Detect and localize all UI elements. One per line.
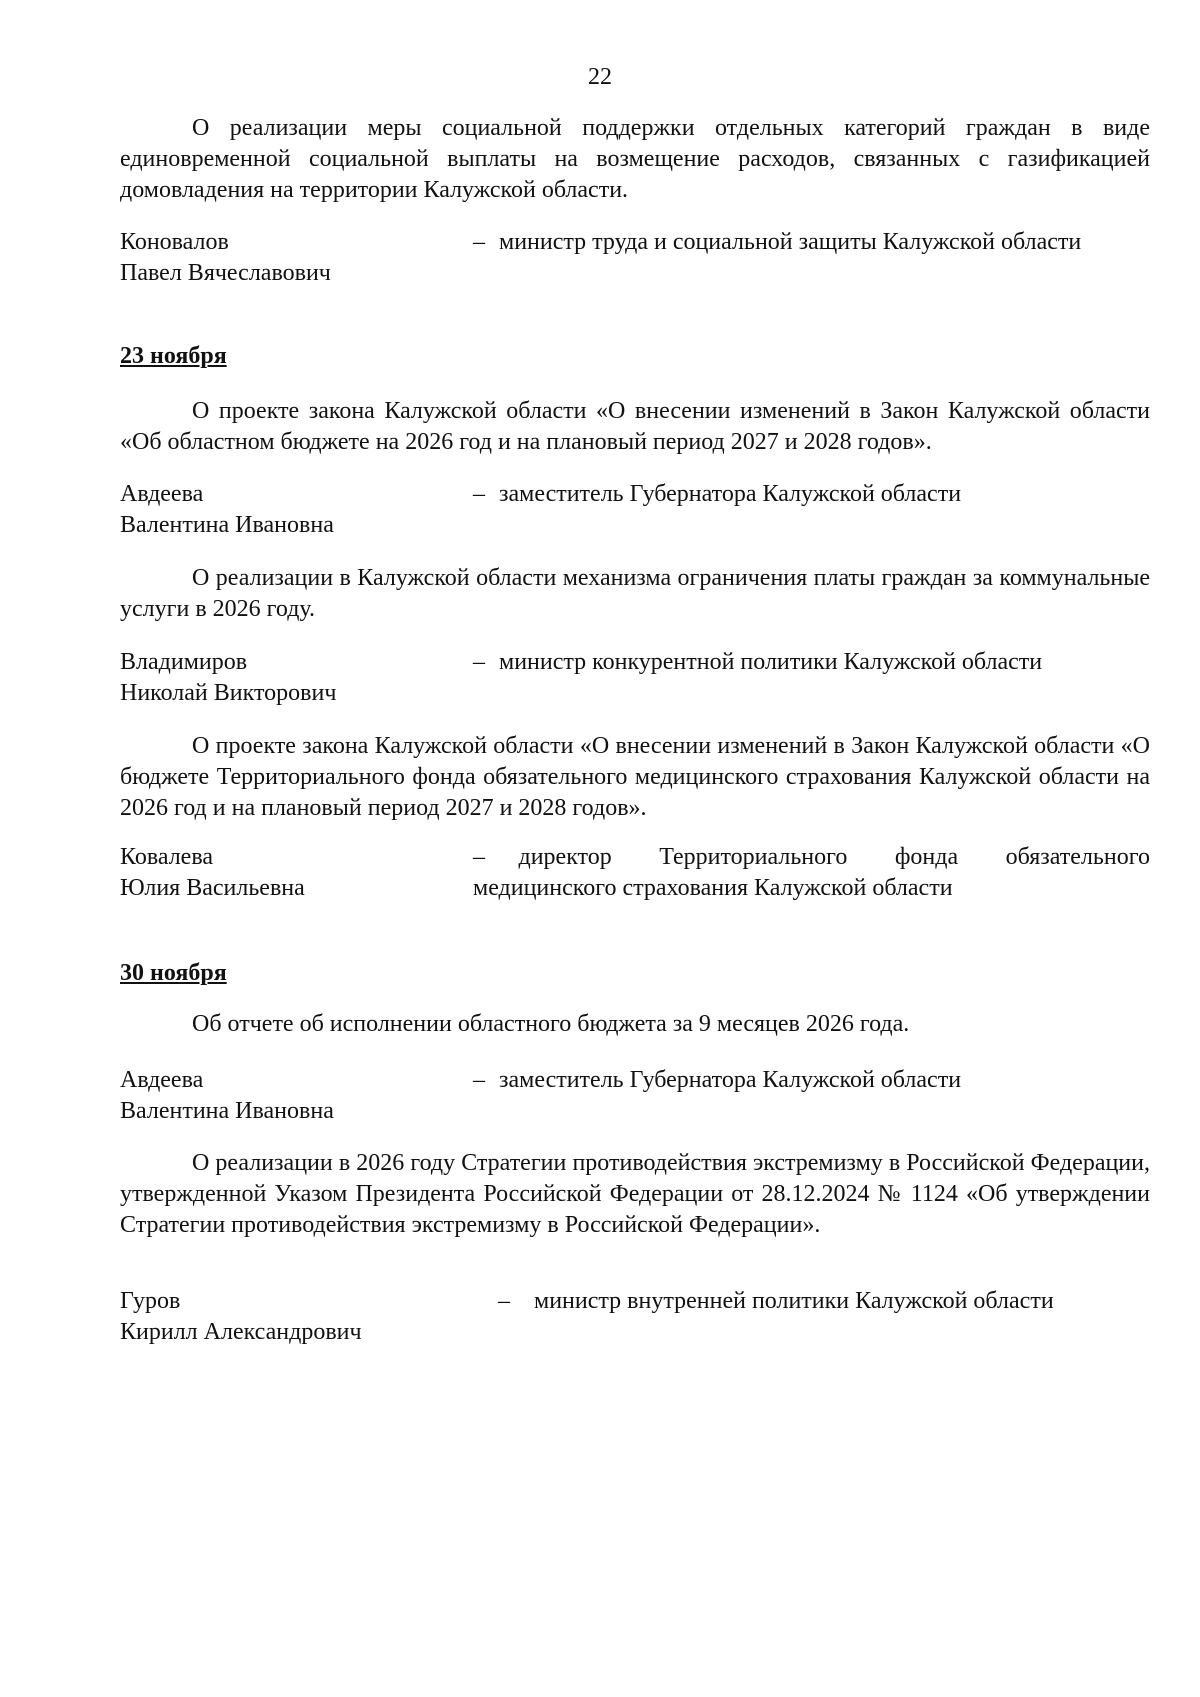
speaker-konovalov [120,227,1150,289]
speaker-name [120,1065,473,1127]
agenda-topic: Об отчете об исполнении областного бюджета за 9 месяцев 2026 года. [192,1011,910,1037]
speaker-name [120,647,473,709]
speaker-role: министр внутренней политики Калужской области [534,1288,1054,1314]
agenda-topic: О проекте закона Калужской области «О внесении изменений в Закон Калужской области «Об областном бюджете на 2026 год и на плановый период 2027 и 2028 годов». [120,398,1150,455]
agenda-item-oms-law [120,731,1150,824]
role-word: обязательного [1005,844,1150,870]
dash-separator: – [498,1288,510,1314]
agenda-item-extremism [120,1148,1150,1241]
speaker-given-name: Юлия Васильевна [120,875,305,901]
date-heading: 23 ноября [120,343,227,369]
dash-separator: – [473,844,485,870]
dash-separator: – [473,481,485,507]
speaker-given-name: Павел Вячеславович [120,260,331,286]
dash-separator: – [473,229,485,255]
role-line-2: медицинского страхования Калужской области [473,875,953,901]
speaker-role: министр конкурентной политики Калужской области [499,649,1043,675]
speaker-avdeeva-2 [120,1065,1150,1127]
agenda-topic: О реализации в Калужской области механизма ограничения платы граждан за коммунальные услуги в 2026 году. [120,565,1150,622]
role-line-1 [473,842,1150,873]
agenda-item-budget-law [120,396,1150,458]
speaker-given-name: Кирилл Александрович [120,1319,362,1345]
speaker-surname: Владимиров [120,649,248,675]
date-heading-23 [120,341,1150,372]
speaker-surname: Коновалов [120,229,229,255]
speaker-vladimirov [120,647,1150,709]
agenda-topic: О проекте закона Калужской области «О внесении изменений в Закон Калужской области «О бюджете Территориального фонда обязательного медицинского страхования Калужской области на 2026 год и на плановый период 2027 и 2028 годов». [120,733,1150,821]
speaker-given-name: Николай Викторович [120,680,337,706]
speaker-role: министр труда и социальной защиты Калужской области [499,229,1082,255]
role-word: директор [518,844,612,870]
speaker-surname: Авдеева [120,1067,204,1093]
agenda-item-budget-report [120,1009,1150,1040]
agenda-topic: О реализации меры социальной поддержки отдельных категорий граждан в виде единовременной социальной выплаты на возмещение расходов, связанных с газификацией домовладения на территории Калужской области. [120,115,1150,203]
agenda-item-gasification [120,113,1150,206]
speaker-name [120,479,473,541]
speaker-name [120,1286,498,1348]
date-heading-30 [120,958,1150,989]
speaker-given-name: Валентина Ивановна [120,512,334,538]
speaker-name [120,842,473,904]
role-word: Территориального [659,844,848,870]
speaker-name [120,227,473,289]
page-number: 22 [588,64,612,90]
speaker-gurov [120,1286,1150,1348]
speaker-role [473,842,1150,904]
role-word: фонда [894,844,959,870]
speaker-surname: Гуров [120,1288,181,1314]
speaker-surname: Авдеева [120,481,204,507]
speaker-avdeeva-1 [120,479,1150,541]
agenda-item-utilities [120,563,1150,625]
speaker-role: заместитель Губернатора Калужской области [499,481,962,507]
speaker-surname: Ковалева [120,844,213,870]
dash-separator: – [473,1067,485,1093]
dash-separator: – [473,649,485,675]
agenda-topic: О реализации в 2026 году Стратегии противодействия экстремизму в Российской Федерации, утвержденной Указом Президента Российской Федерации от 28.12.2024 № 1124 «Об утверждении Стратегии противодействия экстремизму в Российской Федерации». [120,1150,1150,1238]
speaker-role: заместитель Губернатора Калужской области [499,1067,962,1093]
speaker-given-name: Валентина Ивановна [120,1098,334,1124]
date-heading: 30 ноября [120,960,227,986]
speaker-kovaleva [120,842,1150,904]
